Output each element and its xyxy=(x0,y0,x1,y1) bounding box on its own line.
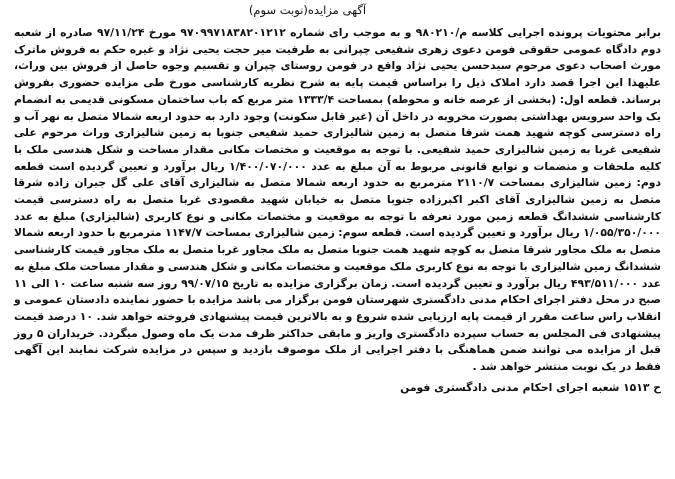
notice-footer: ح ۱۵۱۳ شعبه اجرای احکام مدنی دادگستری فومن xyxy=(400,380,661,394)
notice-body: برابر محتویات پرونده اجرایی کلاسه م/۹۸۰۲۱۰ و به موجب رای شماره ۹۷۰۹۹۷۱۸۳۸۲۰۱۲۱۲ مورخ ۹۷/۱۱/۲۴ صادره از شعبه دوم دادگاه عمومی حقوقی فومن دعوی زهری شفیعی چپرانی به طرفیت میر حجت یحیی نژاد و غیره حکم به فروش ماترک مورث اصحاب دعوی مرحوم سیدحسن یحیی نژاد واقع در فومن روستای چپران و تقسیم وجوه حاصل از فروش بین وراث، علیهذا این اجرا قصد دارد املاک ذیل را براساس قیمت پایه به شرح نظریه کارشناسی مورخ طی مزایده حضوری بفروش برساند. قطعه اول: (بخشی از عرصه خانه و محوطه) بمساحت ۱۳۳۳/۴ متر مربع که باب ساختمان مسکونی قدیمی به انضمام یک واحد سرویس بهداشتی بصورت مخروبه در داخل آن (غیر قابل سکونت) وجود دارد به حدود اربعه شمالا متصل به نهر آب و راه دسترسی کوچه شهید همت شرقا متصل به زمین شالیزاری حمید شفیعی جنوبا به زمین شالیزاری وراث مرحوم علی شفیعی غربا به زمین شالیزاری حمید شفیعی. با توجه به موقعیت و مختصات مکانی مقدار مساحت و شکل هندسی ملک با کلیه ملحقات و منضمات و توابع قانونی مربوط به آن مبلغ به عدد ۱/۴۰۰/۰۷۰/۰۰۰ ریال برآورد و تعیین گردیده است قطعه دوم: زمین شالیزاری بمساحت ۲۱۱۰/۷ مترمربع به حدود اربعه شمالا متصل به شالیزاری آقای علی گل جیران زاده شرقا متصل به زمین شالیزاری آقای اکبر اکبرزاده جنوبا متصل به خیابان شهید مقصودی غربا متصل به راه دسترسی قیمت کارشناسی ششدانگ قطعه زمین مورد تعرفه با توجه به موقعیت و مختصات مکانی و نوع کاربری (شالیزاری) مبلغ به عدد ۱/۰۵۵/۳۵۰/۰۰۰ ریال برآورد و تعیین گردیده است. قطعه سوم: زمین شالیزاری بمساحت ۱۱۴۷/۷ مترمربع با حدود اربعه شمالا متصل به ملک مجاور شرقا متصل به کوچه شهید همت جنوبا متصل به ملک مجاور غربا متصل به ملک مجاور قیمت کارشناسی ششدانگ زمین شالیزاری با توجه به نوع کاربری ملک موقعیت و مختصات مکانی و شکل هندسی و مقدار مساحت ملک مبلغ به عدد ۴۹۳/۵۱۱/۰۰۰ ریال برآورد و تعیین گردیده است. زمان برگزاری مزایده به تاریخ ۹۹/۰۷/۱۵ روز سه شنبه ساعت ۱۰ الی ۱۱ صبح در محل دفتر اجرای احکام مدنی دادگستری شهرستان فومن برگزار می باشد مزایده با حضور نماینده دادستان عمومی و انقلاب راس ساعت مقرر از قیمت پایه ارزیابی شده شروع و به بالاترین قیمت پیشنهادی فروخته خواهد شد. ۱۰ درصد قیمت پیشنهادی فی المجلس به حساب سپرده دادگستری واریز و مابقی حداکثر ظرف مدت یک ماه وصول میگردد. خریداران ۵ روز قبل از مزایده می توانند ضمن هماهنگی با دفتر اجرایی از ملک موصوف بازدید و سپس در مزایده شرکت نمایند این آگهی فقط در یک نوبت منتشر خواهد شد . xyxy=(14,26,662,374)
notice-title: آگهی مزایده(نوبت سوم) xyxy=(248,3,367,17)
